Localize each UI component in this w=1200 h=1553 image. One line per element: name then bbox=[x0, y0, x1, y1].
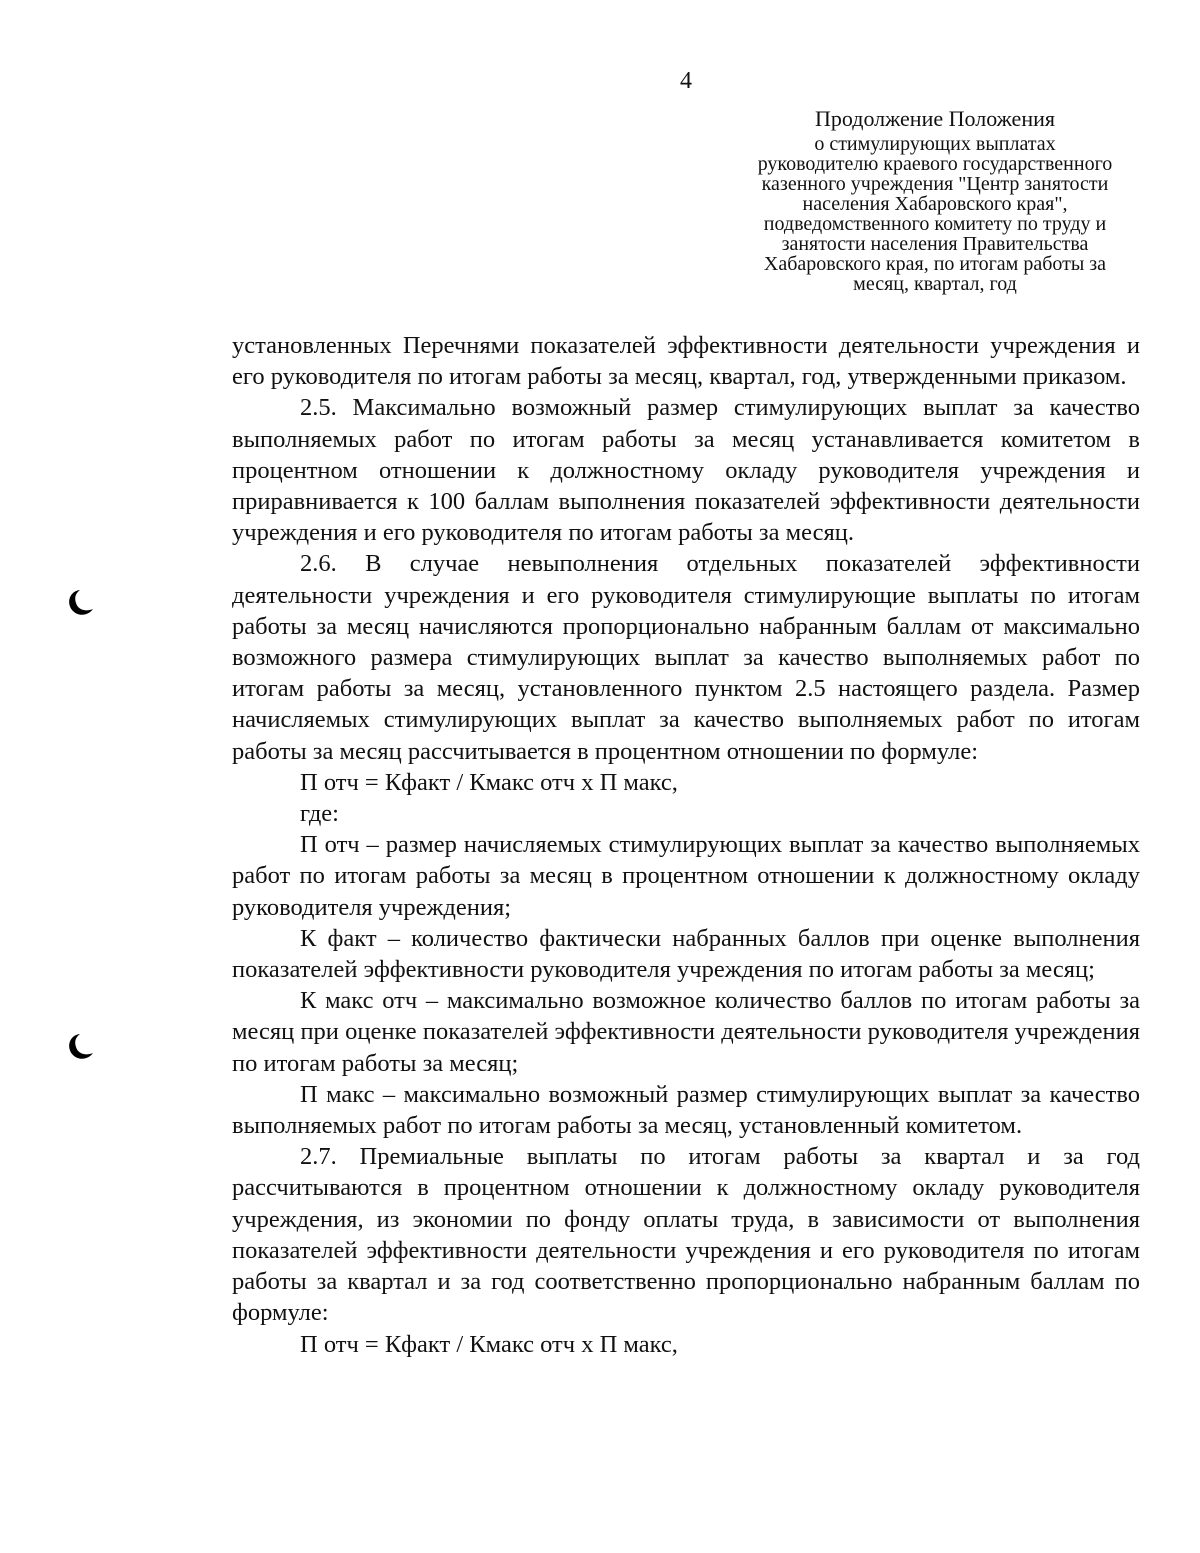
definition-p-maks: П макс – максимально возможный размер стимулирующих выплат за качество выполняемых работ по итогам работы за месяц, установленный комитетом. bbox=[232, 1080, 1140, 1140]
paragraph-2-7: 2.7. Премиальные выплаты по итогам работы за квартал и за год рассчитываются в процентном отношении к должностному окладу руководителя учреждения, из экономии по фонду оплаты труда, в зависимости от выполнения показателей эффективности деятельности учреждения и его руководителя по итогам работы за квартал и за год соответственно пропорционально набранным баллам по формуле: bbox=[232, 1143, 1140, 1327]
header-line: казенного учреждения "Центр занятости bbox=[761, 173, 1109, 195]
header-line: о стимулирующих выплатах bbox=[814, 133, 1056, 155]
definition-p-otch: П отч – размер начисляемых стимулирующих выплат за качество выполняемых работ по итогам работы за месяц в процентном отношении к должностному окладу руководителя учреждения; bbox=[232, 831, 1140, 921]
header-title: Продолжение Положения bbox=[815, 106, 1055, 131]
formula: П отч = Кфакт / Кмакс отч х П макс, bbox=[300, 768, 678, 796]
definition-k-maks-otch: К макс отч – максимально возможное количество баллов по итогам работы за месяц при оценке показателей эффективности деятельности руководителя учреждения по итогам работы за месяц; bbox=[232, 987, 1140, 1077]
formula-where: где: bbox=[300, 800, 339, 828]
header-line: месяц, квартал, год bbox=[853, 273, 1017, 295]
header-line: руководителю краевого государственного bbox=[757, 153, 1113, 175]
document-body bbox=[232, 330, 1140, 1360]
paragraph-2-5: 2.5. Максимально возможный размер стимулирующих выплат за качество выполняемых работ по итогам работы за месяц устанавливается комитетом в процентном отношении к должностному окладу руководителя учреждения и приравнивается к 100 баллам выполнения показателей эффективности деятельности учреждения и его руководителя по итогам работы за месяц. bbox=[232, 394, 1140, 547]
page-number: 4 bbox=[680, 68, 692, 94]
header-line: населения Хабаровского края", bbox=[802, 193, 1068, 215]
paragraph-continuation: установленных Перечнями показателей эффективности деятельности учреждения и его руководителя по итогам работы за месяц, квартал, год, утвержденными приказом. bbox=[232, 332, 1140, 391]
punch-hole-mark-icon bbox=[64, 588, 94, 618]
definition-k-fakt: К факт – количество фактически набранных баллов при оценке выполнения показателей эффективности руководителя учреждения по итогам работы за месяц; bbox=[232, 924, 1140, 984]
header-line: занятости населения Правительства bbox=[781, 233, 1089, 255]
formula: П отч = Кфакт / Кмакс отч х П макс, bbox=[300, 1330, 678, 1358]
document-header bbox=[690, 104, 1180, 294]
header-line: подведомственного комитету по труду и bbox=[763, 213, 1107, 235]
punch-hole-mark-icon bbox=[64, 1032, 94, 1062]
header-line: Хабаровского края, по итогам работы за bbox=[763, 253, 1107, 275]
paragraph-2-6: 2.6. В случае невыполнения отдельных показателей эффективности деятельности учреждения и его руководителя стимулирующие выплаты по итогам работы за месяц начисляются пропорционально набранным баллам от максимально возможного размера стимулирующих выплат за качество выполняемых работ по итогам работы за месяц, установленного пунктом 2.5 настоящего раздела. Размер начисляемых стимулирующих выплат за качество выполняемых работ по итогам работы за месяц рассчитывается в процентном отношении по формуле: bbox=[232, 550, 1140, 765]
